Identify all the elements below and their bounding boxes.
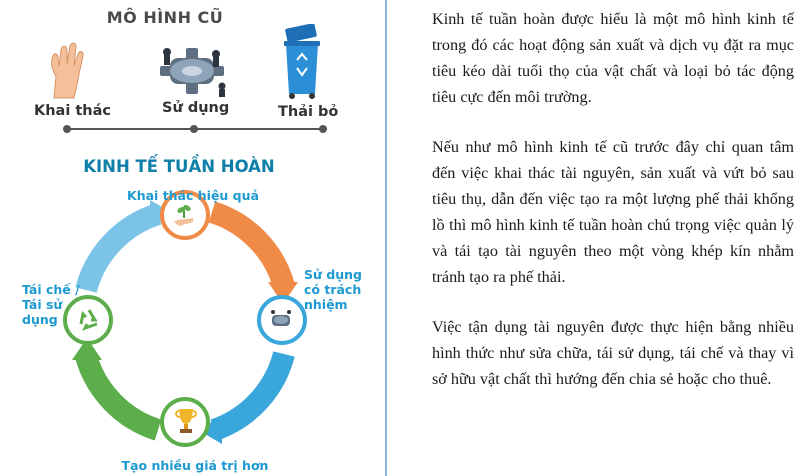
cycle-label-responsible-use-line-3: nhiệm — [304, 297, 348, 312]
cycle-label-recycle-line-1: Tái chế / — [22, 282, 80, 297]
paragraph-definition: Kinh tế tuần hoàn được hiểu là một mô hình kinh tế trong đó các hoạt động sản xuất và dịch vụ đặt ra mục tiêu kéo dài tuổi thọ của vật chất và loại bỏ tác động tiêu cực đến môi trường. — [432, 10, 794, 106]
trophy-icon — [175, 407, 197, 435]
old-model-title: MÔ HÌNH CŨ — [106, 8, 224, 27]
paragraph-methods: Việc tận dụng tài nguyên được thực hiện bằng nhiều hình thức như sửa chữa, tái sử dụng, tái chế và thay vì sở hữu vật chất thì hướng đến chia sẻ hoặc cho thuê. — [432, 318, 794, 388]
trash-bin-icon — [280, 24, 324, 100]
gear-workers-icon — [152, 40, 232, 100]
panel-divider — [385, 0, 387, 476]
hand-icon — [44, 42, 88, 100]
circular-model-title: KINH TẾ TUẦN HOÀN — [83, 157, 275, 176]
text-panel — [432, 6, 794, 416]
linear-flow-line — [60, 122, 330, 136]
cycle-label-more-value: Tạo nhiều giá trị hơn — [121, 458, 269, 473]
cycle-label-responsible-use-line-2: có trách — [304, 282, 362, 297]
gear-small-icon — [268, 307, 294, 333]
cycle-label-recycle-reuse — [22, 282, 80, 327]
cycle-label-responsible-use — [304, 267, 362, 312]
old-stage-extract-label: Khai thác — [34, 103, 111, 119]
cycle-label-responsible-use-line-1: Sử dụng — [304, 267, 362, 282]
old-stage-dispose-label: Thải bỏ — [278, 104, 339, 120]
cycle-label-efficient-extraction: Khai thác hiệu quả — [127, 188, 259, 203]
infographic-panel — [0, 0, 385, 476]
cycle-label-recycle-line-2: Tái sử — [22, 297, 63, 312]
old-stage-use-label: Sử dụng — [162, 100, 230, 116]
cycle-label-recycle-line-3: dụng — [22, 312, 58, 327]
hand-plant-icon — [171, 202, 197, 228]
paragraph-comparison: Nếu như mô hình kinh tế cũ trước đây chỉ quan tâm đến việc khai thác tài nguyên, sản xuất và vứt bỏ sau tiêu thụ, dẫn đến việc tạo ra một lượng phế thải khổng lồ thì mô hình kinh tế tuần hoàn chú trọng việc quản lý và tái tạo tài nguyên theo một vòng khép kín nhằm tránh tạo ra phế thải. — [432, 138, 794, 286]
